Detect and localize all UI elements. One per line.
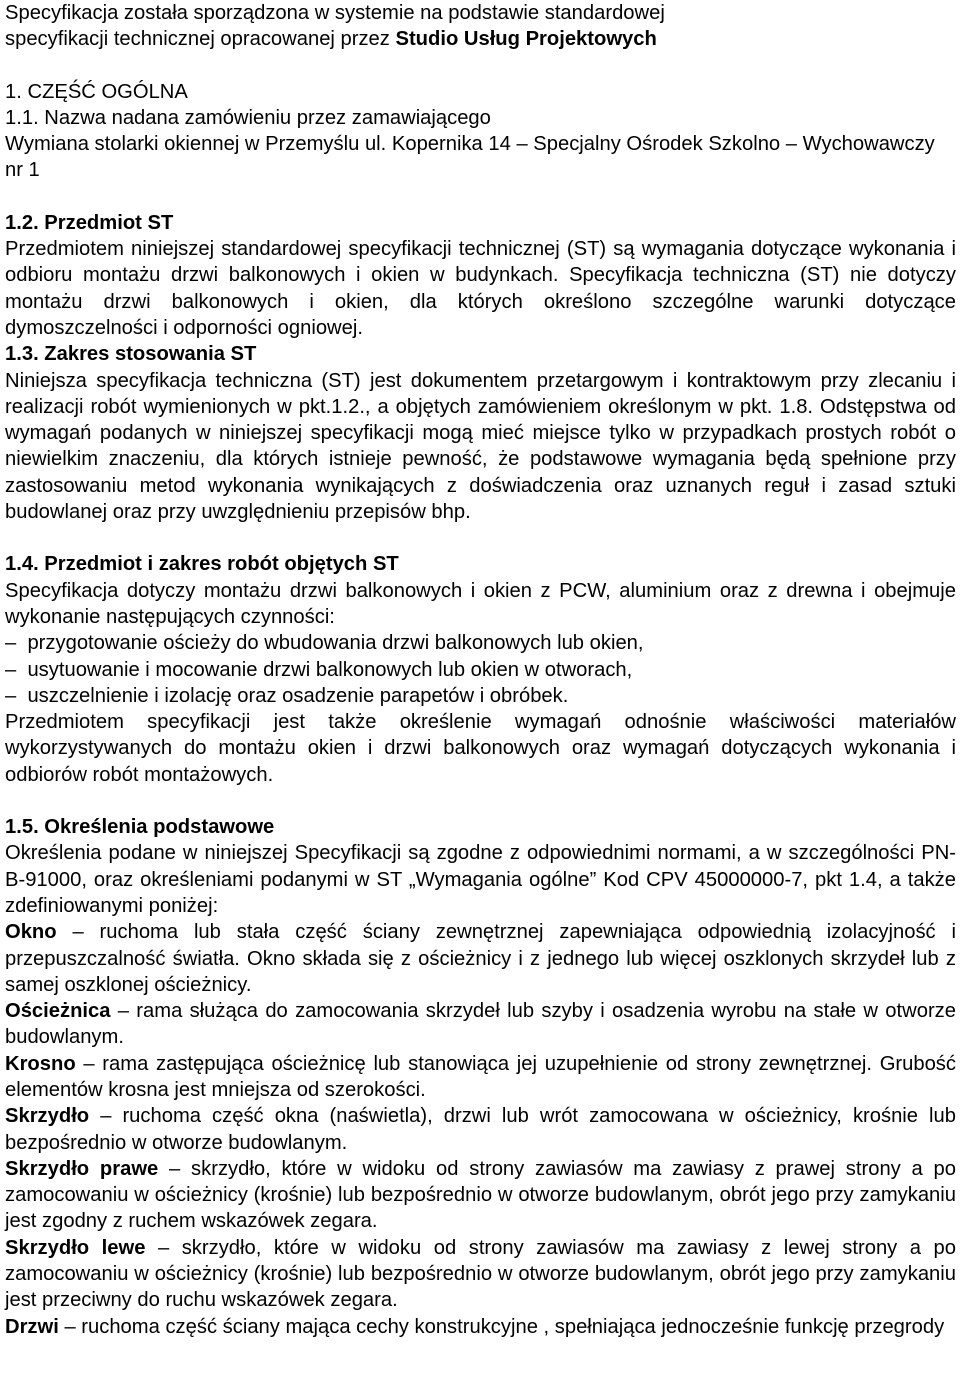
definition-term: Ościeżnica <box>5 1000 111 1023</box>
section-1-5-heading <box>5 814 956 840</box>
definition-oscieznica <box>5 998 956 1051</box>
section-1-4-body: Specyfikacja dotyczy montażu drzwi balkonowych i okien z PCW, aluminium oraz z drewna i obejmuje wykonanie następujących czynności: <box>5 579 956 628</box>
definition-text: – ruchoma część ściany mająca cechy konstrukcyjne , spełniająca jednocześnie funkcję przegrody <box>58 1315 945 1338</box>
section-1-1-body: Wymiana stolarki okiennej w Przemyślu ul. Kopernika 14 – Specjalny Ośrodek Szkolno – Wychowawczy nr 1 <box>5 133 935 182</box>
section-1-4-heading-text: 1.4. Przedmiot i zakres robót objętych ST <box>5 553 399 576</box>
section-1-4-item-2: – usytuowanie i mocowanie drzwi balkonowych lub okien w otworach, <box>5 657 956 683</box>
definition-text: – rama zastępująca ościeżnicę lub stanowiąca jej uzupełnienie od strony zewnętrznej. Grubość elementów krosna jest mniejsza od szerokości. <box>5 1052 956 1101</box>
definition-skrzydlo-prawe <box>5 1156 956 1235</box>
intro-line-2 <box>5 26 956 52</box>
section-1-3-heading-text: 1.3. Zakres stosowania ST <box>5 343 257 366</box>
definition-skrzydlo <box>5 1103 956 1156</box>
definition-drzwi <box>5 1314 956 1340</box>
definition-term: Skrzydło prawe <box>5 1157 159 1180</box>
section-1-1-title: 1.1. Nazwa nadana zamówieniu przez zamawiającego <box>5 106 491 129</box>
section-1-2-heading-text: 1.2. Przedmiot ST <box>5 211 174 234</box>
section-1-5-body: Określenia podane w niniejszej Specyfikacji są zgodne z odpowiednimi normami, a w szczególności PN-B-91000, oraz określeniami podanymi w ST „Wymagania ogólne” Kod CPV 45000000-7, pkt 1.4, a także zdefiniowanymi poniżej: <box>5 842 956 917</box>
section-1-3-heading <box>5 341 956 367</box>
section-1-4-item-3: – uszczelnienie i izolację oraz osadzenie parapetów i obróbek. <box>5 683 956 709</box>
definition-text: – ruchoma część okna (naświetla), drzwi lub wrót zamocowana w ościeżnicy, krośnie lub bezpośrednio w otworze budowlanym. <box>5 1105 956 1154</box>
section-1-4-heading <box>5 551 956 577</box>
section-1-2-body: Przedmiotem niniejszej standardowej specyfikacji technicznej (ST) są wymagania dotyczące wykonania i odbioru montażu drzwi balkonowych i okien w budynkach. Specyfikacja techniczna (ST) nie dotyczy montażu drzwi balkonowych i okien, dla których określono szczególne warunki dotyczące dymoszczelności i odporności ogniowej. <box>5 238 956 339</box>
definition-text: – skrzydło, które w widoku od strony zawiasów ma zawiasy z prawej strony a po zamocowaniu w ościeżnicy (krośnie) lub bezpośrednio w otworze budowlanym, obrót jego przy zamykaniu jest zgodny z ruchem wskazówek zegara. <box>5 1157 956 1233</box>
definition-term: Skrzydło <box>5 1105 90 1128</box>
section-1-3-body: Niniejsza specyfikacja techniczna (ST) jest dokumentem przetargowym i kontraktowym przy zlecaniu i realizacji robót wymienionych w pkt.1.2., a objętych zamówieniem określonym w pkt. 1.8. Odstępstwa od wymagań podanych w niniejszej specyfikacji mogą mieć miejsce tylko w przypadkach prostych robót o niewielkim znaczeniu, dla których istnieje pewność, że podstawowe wymagania będą spełnione przy zastosowaniu metod wykonania wynikających z doświadczenia oraz uznanych reguł i zasad sztuki budowlanej oraz przy uwzględnieniu przepisów bhp. <box>5 369 956 524</box>
definition-krosno <box>5 1051 956 1104</box>
definition-skrzydlo-lewe <box>5 1235 956 1314</box>
definition-term: Okno <box>5 921 57 944</box>
definition-okno <box>5 919 956 998</box>
definition-term: Drzwi <box>5 1315 59 1338</box>
section-1-4-item-1: – przygotowanie ościeży do wbudowania drzwi balkonowych lub okien, <box>5 630 956 656</box>
definition-text: – skrzydło, które w widoku od strony zawiasów ma zawiasy z lewej strony a po zamocowaniu w ościeżnicy (krośnie) lub bezpośrednio w otworze budowlanym, obrót jego przy zamykaniu jest przeciwny do ruchu wskazówek zegara. <box>5 1236 957 1312</box>
definition-text: – ruchoma lub stała część ściany zewnętrznej zapewniająca odpowiednią izolacyjność i przepuszczalność światła. Okno składa się z ościeżnicy i z jednego lub więcej oszklonych skrzydeł lub z samej oszklonej ościeżnicy. <box>5 921 956 996</box>
intro-line-1: Specyfikacja została sporządzona w systemie na podstawie standardowej <box>5 2 665 24</box>
definition-text: – rama służąca do zamocowania skrzydeł lub szyby i osadzenia wyrobu na stałe w otworze budowlanym. <box>5 1000 956 1049</box>
section-1-heading: 1. CZĘŚĆ OGÓLNA <box>5 80 188 103</box>
definition-term: Skrzydło lewe <box>5 1236 146 1259</box>
intro-author: Studio Usług Projektowych <box>395 28 657 51</box>
section-1-5-heading-text: 1.5. Określenia podstawowe <box>5 816 275 839</box>
definition-term: Krosno <box>5 1052 76 1075</box>
section-1-4-body-2: Przedmiotem specyfikacji jest także określenie wymagań odnośnie właściwości materiałów wykorzystywanych do montażu okien i drzwi balkonowych oraz wymagań dotyczących wykonania i odbiorów robót montażowych. <box>5 711 956 786</box>
section-1-2-heading <box>5 210 956 236</box>
intro-line-2-text: specyfikacji technicznej opracowanej przez <box>5 28 396 51</box>
